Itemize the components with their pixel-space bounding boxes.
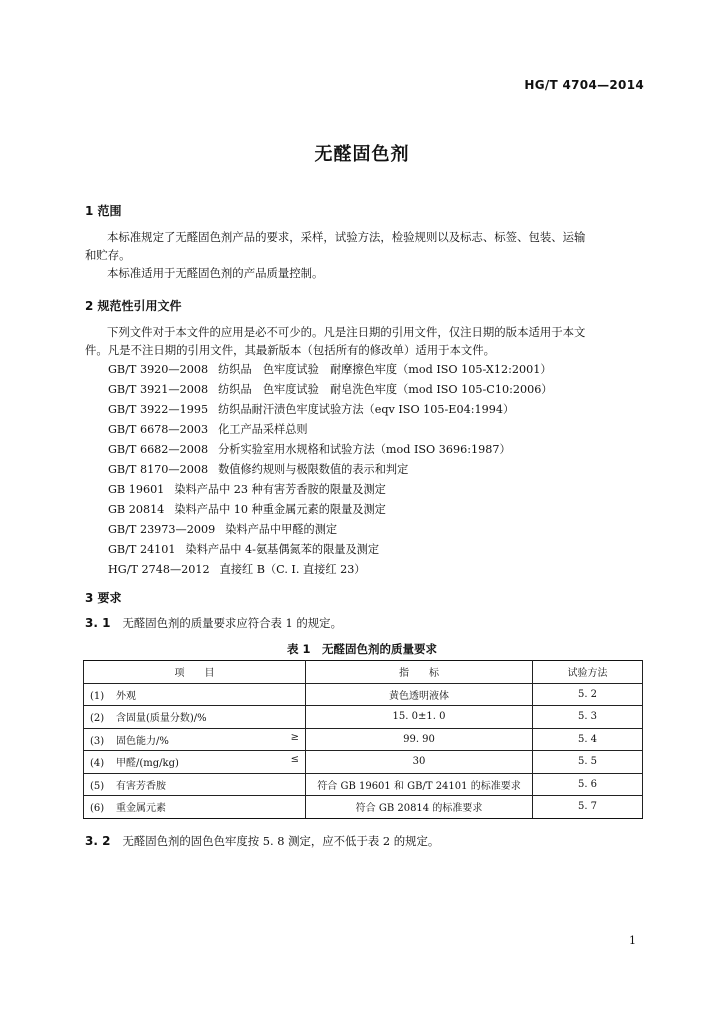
reference-name: 分析实验室用水规格和试验方法（mod ISO 3696:1987） <box>218 443 511 456</box>
reference-code: GB/T 24101 <box>108 543 176 556</box>
section-2-intro-line1: 下列文件对于本文件的应用是必不可少的。凡是注日期的引用文件，仅注日期的版本适用于本文 <box>107 325 586 339</box>
cell-method: 5. 6 <box>533 773 643 796</box>
section-1-para2: 本标准适用于无醛固色剂的产品质量控制。 <box>107 266 324 280</box>
reference-code: GB/T 8170—2008 <box>108 463 209 476</box>
section-2-intro-line2: 件。凡是不注日期的引用文件，其最新版本（包括所有的修改单）适用于本文件。 <box>85 343 496 357</box>
clause-text: 无醛固色剂的质量要求应符合表 1 的规定。 <box>122 616 342 630</box>
reference-code: GB 19601 <box>108 483 165 496</box>
section-1-para1-line2: 和贮存。 <box>85 248 131 262</box>
reference-name: 染料产品中 4-氨基偶氮苯的限量及测定 <box>185 543 380 556</box>
reference-item <box>108 521 337 537</box>
item-name: 重金属元素 <box>116 803 166 815</box>
reference-item <box>108 381 553 397</box>
cell-indicator: 符合 GB 20814 的标准要求 <box>306 796 533 819</box>
clause-number: 3. 2 <box>85 834 111 848</box>
reference-item <box>108 561 366 577</box>
reference-name: 纺织品耐汗渍色牢度试验方法（eqv ISO 105-E04:1994） <box>218 403 515 416</box>
row-number: (1) <box>90 690 105 702</box>
operator: ≤ <box>290 754 299 766</box>
item-name: 甲醛/(mg/kg) <box>116 758 179 770</box>
reference-code: GB/T 6678—2003 <box>108 423 209 436</box>
cell-indicator: 符合 GB 19601 和 GB/T 24101 的标准要求 <box>306 773 533 796</box>
table-row <box>84 796 643 819</box>
clause-text: 无醛固色剂的固色色牢度按 5. 8 测定，应不低于表 2 的规定。 <box>122 834 440 848</box>
page-number: 1 <box>629 934 636 947</box>
reference-code: GB/T 3921—2008 <box>108 383 209 396</box>
operator: ≥ <box>290 731 299 743</box>
clause-3-2 <box>85 832 439 850</box>
item-name: 固色能力/% <box>116 735 169 747</box>
table-1-title: 表 1 无醛固色剂的质量要求 <box>286 642 437 656</box>
table-row <box>84 773 643 796</box>
cell-method: 5. 5 <box>533 751 643 774</box>
reference-item <box>108 501 386 517</box>
row-number: (6) <box>90 803 105 815</box>
cell-item <box>84 751 306 774</box>
row-number: (4) <box>90 758 105 770</box>
section-1-para1-line1: 本标准规定了无醛固色剂产品的要求，采样，试验方法，检验规则以及标志、标签、包装、运输 <box>107 230 586 244</box>
clause-number: 3. 1 <box>85 616 111 630</box>
reference-code: HG/T 2748—2012 <box>108 563 210 576</box>
reference-name: 化工产品采样总则 <box>218 423 308 436</box>
item-name: 外观 <box>116 690 136 702</box>
cell-method: 5. 4 <box>533 728 643 751</box>
reference-code: GB 20814 <box>108 503 165 516</box>
reference-code: GB/T 3922—1995 <box>108 403 209 416</box>
cell-method: 5. 7 <box>533 796 643 819</box>
item-name: 含固量(质量分数)/% <box>116 713 207 725</box>
reference-item <box>108 481 386 497</box>
cell-indicator: 15. 0±1. 0 <box>306 706 533 729</box>
document-title: 无醛固色剂 <box>314 144 410 165</box>
reference-code: GB/T 3920—2008 <box>108 363 209 376</box>
reference-item <box>108 441 511 457</box>
cell-indicator: 黄色透明液体 <box>306 683 533 706</box>
cell-item <box>84 706 306 729</box>
cell-item <box>84 796 306 819</box>
table-header-row <box>84 661 643 684</box>
reference-item <box>108 361 552 377</box>
cell-indicator: 30 <box>306 751 533 774</box>
section-1-heading: 1 范围 <box>85 204 122 218</box>
cell-item <box>84 773 306 796</box>
cell-indicator: 99. 90 <box>306 728 533 751</box>
standard-number: HG/T 4704—2014 <box>524 78 644 92</box>
header-item: 项 目 <box>84 661 306 684</box>
table-row <box>84 728 643 751</box>
reference-name: 纺织品 色牢度试验 耐皂洗色牢度（mod ISO 105-C10:2006） <box>218 383 553 396</box>
row-number: (5) <box>90 780 105 792</box>
cell-method: 5. 3 <box>533 706 643 729</box>
clause-3-1 <box>85 614 342 632</box>
reference-name: 数值修约规则与极限数值的表示和判定 <box>218 463 409 476</box>
cell-method: 5. 2 <box>533 683 643 706</box>
reference-name: 染料产品中 23 种有害芳香胺的限量及测定 <box>174 483 386 496</box>
reference-name: 染料产品中甲醛的测定 <box>225 523 338 536</box>
reference-item <box>108 461 408 477</box>
header-indicator: 指 标 <box>306 661 533 684</box>
header-method: 试验方法 <box>533 661 643 684</box>
cell-item <box>84 728 306 751</box>
reference-item <box>108 401 514 417</box>
table-row <box>84 751 643 774</box>
reference-code: GB/T 23973—2009 <box>108 523 216 536</box>
table-row <box>84 683 643 706</box>
reference-name: 纺织品 色牢度试验 耐摩擦色牢度（mod ISO 105-X12:2001） <box>218 363 552 376</box>
reference-name: 染料产品中 10 种重金属元素的限量及测定 <box>174 503 386 516</box>
row-number: (2) <box>90 713 105 725</box>
reference-item <box>108 541 379 557</box>
reference-code: GB/T 6682—2008 <box>108 443 209 456</box>
reference-item <box>108 421 308 437</box>
row-number: (3) <box>90 735 105 747</box>
item-name: 有害芳香胺 <box>116 780 166 792</box>
section-2-heading: 2 规范性引用文件 <box>85 299 182 313</box>
section-3-heading: 3 要求 <box>85 591 122 605</box>
reference-name: 直接红 B（C. I. 直接红 23） <box>219 563 366 576</box>
cell-item <box>84 683 306 706</box>
table-row <box>84 706 643 729</box>
quality-requirements-table <box>83 660 643 819</box>
